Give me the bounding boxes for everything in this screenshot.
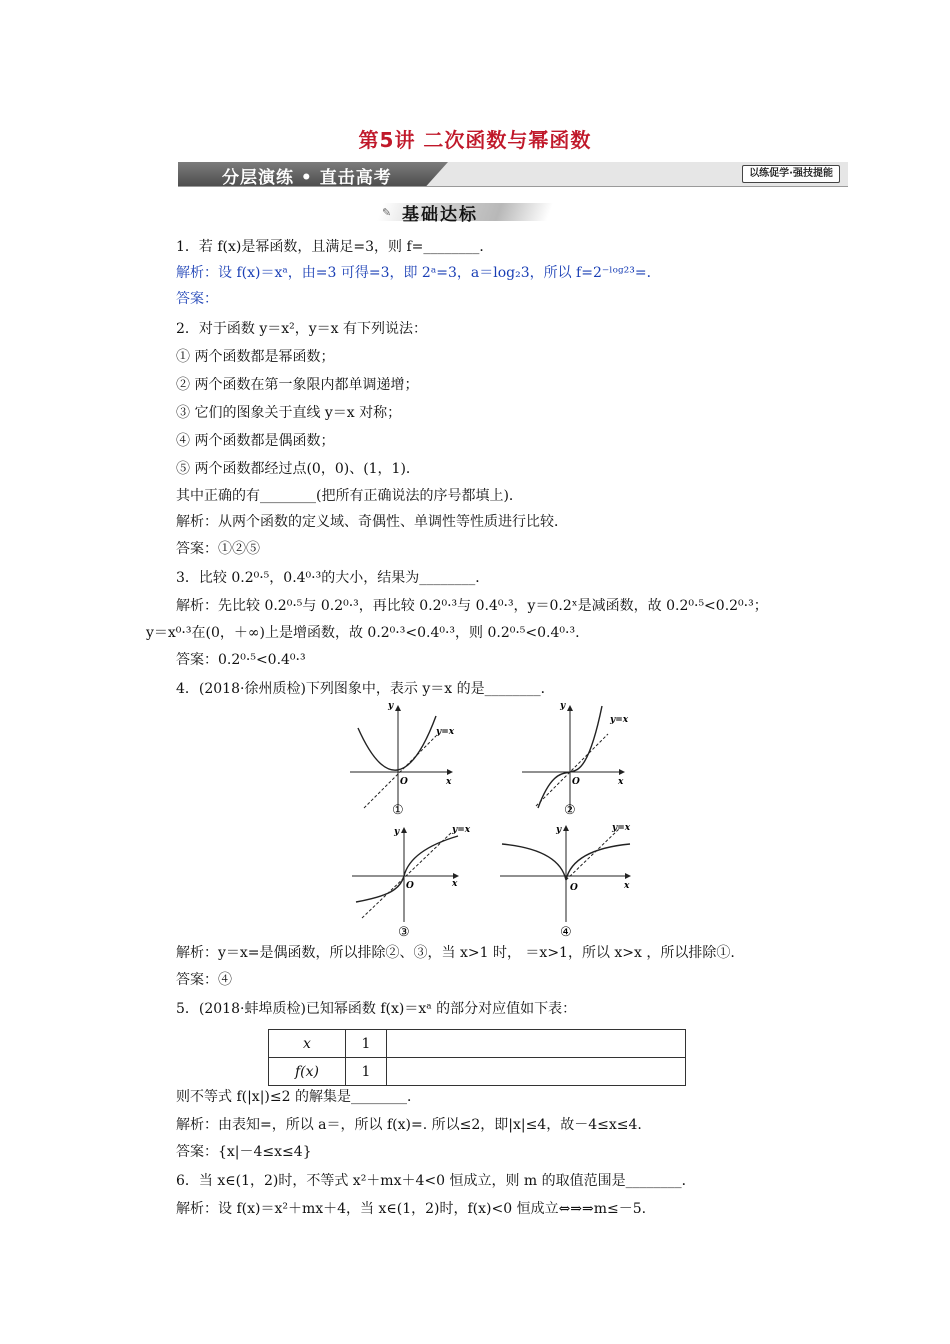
- y-axis-label: y: [556, 825, 562, 835]
- origin-label: O: [570, 883, 578, 893]
- line-label: y=x: [452, 825, 471, 835]
- table-cell: 1: [346, 1030, 387, 1058]
- origin-label: O: [572, 777, 580, 787]
- banner-right-tag: 以练促学·强技提能: [742, 165, 840, 183]
- table-cell: [269, 1058, 346, 1086]
- answer-5: 答案：{x|－4≤x≤4}: [176, 1144, 312, 1160]
- answer-4: 答案：④: [176, 972, 232, 988]
- graph-caption: ③: [398, 925, 410, 940]
- question-4: 4．(2018·徐州质检)下列图象中，表示 y＝x 的是________．: [176, 681, 555, 697]
- statement-1: ① 两个函数都是幂函数；: [176, 349, 335, 365]
- table-cell: [387, 1058, 686, 1086]
- question-2: 2．对于函数 y＝x²，y＝x 有下列说法：: [176, 321, 428, 337]
- statement-3: ③ 它们的图象关于直线 y＝x 对称；: [176, 405, 402, 421]
- x-axis-label: x: [618, 777, 624, 787]
- question-5-prompt: 则不等式 f(|x|)≤2 的解集是________．: [176, 1089, 421, 1105]
- graph-4: [500, 823, 631, 940]
- solution-2: 解析：从两个函数的定义域、奇偶性、单调性等性质进行比较．: [176, 514, 568, 530]
- origin-label: O: [406, 881, 414, 891]
- table-cell-text: x: [303, 1035, 311, 1052]
- statement-5: ⑤ 两个函数都经过点(0，0)、(1，1)．: [176, 461, 420, 477]
- table-row: [269, 1058, 686, 1086]
- graph-1: [350, 701, 455, 818]
- pen-icon: ✎: [382, 206, 392, 219]
- y-axis-label: y: [560, 701, 566, 711]
- question-5: 5．(2018·蚌埠质检)已知幂函数 f(x)＝xᵃ 的部分对应值如下表：: [176, 1001, 577, 1017]
- statement-4: ④ 两个函数都是偶函数；: [176, 433, 335, 449]
- graph-caption: ④: [560, 925, 572, 940]
- line-label: y=x: [612, 823, 631, 833]
- value-table: [268, 1029, 686, 1086]
- line-label: y=x: [610, 715, 629, 725]
- x-axis-label: x: [452, 879, 458, 889]
- page-title: 第5讲 二次函数与幂函数: [358, 128, 592, 152]
- table-cell-text: f(x): [294, 1063, 319, 1080]
- question-3: 3．比较 0.2⁰·⁵，0.4⁰·³的大小，结果为________．: [176, 570, 490, 586]
- solution-3a: 解析：先比较 0.2⁰·⁵与 0.2⁰·³，再比较 0.2⁰·³与 0.4⁰·³，y＝0.2ˣ是减函数，故 0.2⁰·⁵<0.2⁰·³；: [176, 598, 768, 614]
- graph-caption: ①: [392, 803, 404, 818]
- question-6: 6．当 x∈(1，2)时，不等式 x²＋mx＋4<0 恒成立，则 m 的取值范围是________．: [176, 1173, 696, 1189]
- answer-3: 答案：0.2⁰·⁵<0.4⁰·³: [176, 652, 306, 668]
- table-row: [269, 1030, 686, 1058]
- y-axis-label: y: [388, 701, 394, 711]
- table-cell: [387, 1030, 686, 1058]
- table-cell: [269, 1030, 346, 1058]
- x-axis-label: x: [446, 777, 452, 787]
- table-cell: 1: [346, 1058, 387, 1086]
- section-banner: [178, 162, 848, 187]
- y-axis-label: y: [394, 827, 400, 837]
- answer-1: 答案：: [176, 291, 218, 307]
- statement-2: ② 两个函数在第一象限内都单调递增；: [176, 377, 419, 393]
- graph-figures: [340, 700, 640, 940]
- section-heading-label: 基础达标: [402, 205, 478, 225]
- solution-1: 解析：设 f(x)＝xᵃ，由=3 可得=3，即 2ᵃ=3，a＝log₂3，所以 f=2⁻ˡᵒᵍ²³=．: [176, 265, 661, 281]
- question-1: 1．若 f(x)是幂函数，且满足=3，则 f=________．: [176, 239, 494, 255]
- x-axis-label: x: [624, 881, 630, 891]
- origin-label: O: [400, 777, 408, 787]
- solution-3b: y＝x⁰·³在(0，＋∞)上是增函数，故 0.2⁰·³<0.4⁰·³，则 0.2⁰·⁵<0.4⁰·³.: [146, 625, 580, 641]
- section-heading: [380, 199, 550, 225]
- solution-5: 解析：由表知=，所以 a＝，所以 f(x)=. 所以≤2，即|x|≤4，故－4≤x≤4.: [176, 1117, 642, 1133]
- solution-4: 解析：y＝x=是偶函数，所以排除②、③，当 x>1 时， ＝x>1，所以 x>x ，所以排除①.: [176, 945, 735, 961]
- question-2-prompt: 其中正确的有________(把所有正确说法的序号都填上)．: [176, 488, 523, 504]
- banner-left-text: 分层演练 • 直击高考: [222, 168, 392, 188]
- answer-2: 答案：①②⑤: [176, 541, 260, 557]
- graph-caption: ②: [564, 803, 576, 818]
- graph-2: [522, 701, 629, 818]
- solution-6: 解析：设 f(x)＝x²＋mx＋4，当 x∈(1，2)时，f(x)<0 恒成立⇔⇒⇒m≤－5.: [176, 1201, 647, 1217]
- graph-3: [352, 825, 471, 940]
- line-label: y=x: [436, 727, 455, 737]
